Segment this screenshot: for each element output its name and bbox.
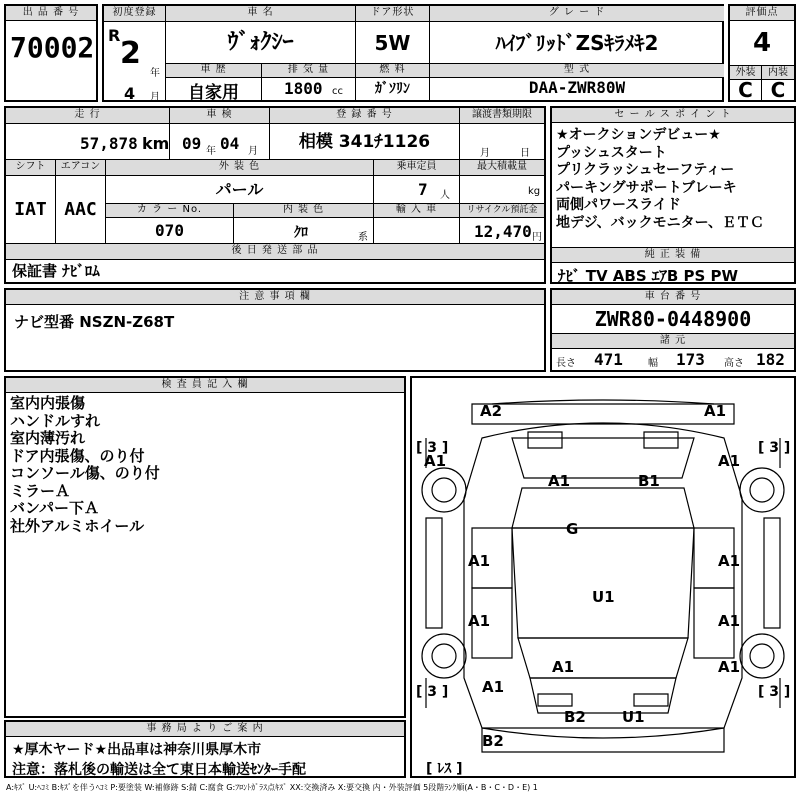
inspection-year: 09: [182, 134, 202, 153]
int-color: ｸﾛ: [294, 225, 308, 241]
details-box: [4, 106, 546, 284]
history-label: 車 歴: [166, 64, 262, 78]
plate: 相模 341ﾁ1126: [270, 124, 460, 160]
model-label: 型 式: [430, 64, 724, 78]
capacity-label: 乗車定員: [374, 160, 460, 176]
inspector-item: 室内薄汚れ: [10, 429, 86, 447]
displacement: 1800: [284, 79, 323, 98]
fuel: ｶﾞｿﾘﾝ: [356, 78, 430, 100]
office-box: [4, 720, 406, 778]
capacity-unit: 人: [440, 190, 450, 201]
inspector-label: 検 査 員 記 入 欄: [6, 378, 404, 393]
tire-tread-bracket: [ 3 ]: [416, 684, 449, 700]
sales-point-item: 両側パワースライド: [556, 197, 681, 213]
damage-mark: A1: [718, 612, 741, 630]
sales-points-list: [552, 123, 794, 248]
mileage-unit: km: [142, 134, 170, 153]
int-grade: C: [770, 80, 786, 100]
lot-no: 70002: [10, 31, 95, 64]
damage-mark: B2: [564, 708, 586, 726]
car-name-label: 車 名: [166, 6, 356, 22]
door: 5W: [356, 22, 430, 64]
capacity: 7: [418, 180, 428, 199]
inspector-item: 室内内張傷: [10, 394, 86, 412]
inspection-month: 04: [220, 134, 240, 153]
damage-mark: A1: [468, 552, 491, 570]
equipment: ﾅﾋﾞ TV ABS ｴｱB PS PW: [558, 267, 739, 285]
damage-mark: A1: [718, 552, 741, 570]
equipment-label: 純 正 装 備: [552, 248, 794, 263]
notes-label: 注 意 事 項 欄: [6, 290, 544, 305]
score-box: [728, 4, 796, 102]
inspector-list: [6, 393, 404, 537]
sent-parts: 保証書 ﾅﾋﾞﾛﾑ: [12, 262, 100, 280]
lot-box: [4, 4, 98, 102]
sales-point-item: 地デジ、バックモニター、ＥＴＣ: [556, 214, 765, 231]
transfer-cell: [460, 124, 544, 160]
history: 自家用: [166, 78, 262, 100]
first-reg-cell: [104, 22, 166, 100]
legend: A:ｷｽﾞ U:ﾍｺﾐ B:ｷｽﾞを伴うﾍｺﾐ P:要塗装 W:補修跡 S:錆 C:腐食 G:ﾌﾛﾝﾄｶﾞﾗｽ点ｷｽﾞ XX:交換済み X:要交換 内・外装評価 5段階ﾗﾝｸ順(A・B・C・D・E) 1: [6, 783, 538, 792]
damage-mark: A1: [704, 402, 727, 420]
damage-diagram-box: [410, 376, 796, 778]
damage-mark: A1: [468, 612, 491, 630]
transfer-day-unit: 日: [520, 148, 530, 159]
tire-tread-bracket: [ 3 ]: [416, 440, 449, 456]
damage-mark: A1: [424, 452, 447, 470]
sales-point-item: プリクラッシュセーフティー: [556, 162, 735, 178]
mileage: 57,878: [80, 134, 138, 153]
tire-tread-bracket: [ 3 ]: [758, 440, 791, 456]
ac-label: エアコン: [56, 160, 106, 176]
car-name: ｳﾞｫｸｼｰ: [166, 22, 356, 64]
sales-points-box: [550, 106, 796, 284]
inspector-item: ミラーＡ: [10, 481, 71, 500]
spec-label: 諸 元: [552, 334, 794, 349]
sent-label: 後 日 発 送 部 品: [6, 244, 544, 260]
inspection-label: 車 検: [170, 108, 270, 124]
notes: ナビ型番 NSZN-Z68T: [14, 313, 175, 331]
capacity-cell: [374, 176, 460, 204]
era: R: [108, 26, 121, 45]
mileage-cell: [6, 124, 170, 160]
color: パール: [106, 176, 374, 204]
width-label: 幅: [648, 358, 658, 369]
plate-label: 登 録 番 号: [270, 108, 460, 124]
ext-int-cells: [730, 66, 794, 100]
month-unit: 月: [150, 92, 160, 100]
spare-tire-label: [ ﾚｽ ]: [426, 761, 463, 777]
sales-points-label: セ ー ル ス ポ イ ン ト: [552, 108, 794, 123]
year-unit: 年: [150, 68, 160, 79]
color-no-label: カ ラ ー No.: [106, 204, 234, 218]
sales-point-item: プッシュスタート: [556, 144, 667, 161]
int-color-unit: 系: [358, 232, 368, 243]
office-line-2: 注意：落札後の輸送は全て東日本輸送ｾﾝﾀｰ手配: [12, 762, 306, 778]
grade: ﾊｲﾌﾞﾘｯﾄﾞZSｷﾗﾒｷ2: [430, 22, 724, 64]
inspector-item: 社外アルミホイール: [10, 516, 145, 535]
fuel-label: 燃 料: [356, 64, 430, 78]
damage-mark: B2: [482, 732, 504, 750]
int-color-label: 内 装 色: [234, 204, 374, 218]
ext-grade: C: [730, 80, 762, 100]
score: 4: [730, 21, 794, 66]
notes-box: [4, 288, 546, 372]
ac: AAC: [56, 176, 106, 244]
width: 173: [676, 350, 705, 369]
transfer-label: 譲渡書類期限: [460, 108, 544, 124]
inspector-item: コンソール傷、のり付: [10, 464, 160, 482]
int-color-cell: [234, 218, 374, 244]
length-label: 長さ: [556, 358, 576, 369]
ext-label: 外装: [730, 66, 762, 80]
int-label: 内装: [762, 66, 794, 80]
displacement-unit: cc: [332, 86, 343, 97]
inspector-box: [4, 376, 406, 718]
reg-month: 4: [124, 84, 136, 100]
inspection-cell: [170, 124, 270, 160]
shift: IAT: [6, 176, 56, 244]
damage-mark: B1: [638, 472, 660, 490]
recycle-cell: [460, 218, 544, 244]
import-label: 輸 入 車: [374, 204, 460, 218]
damage-mark: A1: [548, 472, 571, 490]
reg-year: 2: [120, 36, 141, 71]
sales-point-item: パーキングサポートブレーキ: [556, 179, 737, 196]
car-outline-diagram: [412, 378, 794, 776]
mileage-label: 走 行: [6, 108, 170, 124]
car-info-box: [102, 4, 724, 102]
chassis-number: ZWR80-0448900: [552, 305, 794, 334]
chassis-box: [550, 288, 796, 372]
sales-point-item: ★オークションデビュー★: [556, 127, 721, 143]
tire-tread-bracket: [ 3 ]: [758, 684, 791, 700]
displacement-cell: [262, 78, 356, 100]
damage-mark: A2: [480, 402, 503, 420]
inspection-year-unit: 年: [206, 146, 216, 157]
height-label: 高さ: [724, 358, 744, 369]
inspection-month-unit: 月: [248, 146, 258, 157]
score-label: 評価点: [730, 6, 794, 21]
displacement-label: 排 気 量: [262, 64, 356, 78]
lot-no-label: 出 品 番 号: [6, 6, 96, 21]
damage-mark: U1: [592, 588, 615, 606]
damage-mark: G: [566, 520, 579, 538]
transfer-month-unit: 月: [480, 148, 490, 159]
color-label: 外 装 色: [106, 160, 374, 176]
recycle-unit: 円: [532, 232, 542, 243]
damage-mark: A1: [718, 452, 741, 470]
recycle-label: リサイクル預託金: [460, 204, 544, 218]
load-cell: [460, 176, 544, 204]
office-label: 事 務 局 よ り ご 案 内: [6, 722, 404, 737]
office-line-1: ★厚木ヤード★出品車は神奈川県厚木市: [12, 742, 262, 758]
grade-label: グ レ ー ド: [430, 6, 724, 22]
spec-row: [552, 349, 794, 369]
import-value: [374, 218, 460, 244]
recycle: 12,470: [474, 222, 532, 241]
door-label: ドア形状: [356, 6, 430, 22]
inspector-item: バンパー下Ａ: [10, 499, 99, 517]
height: 182: [756, 350, 785, 369]
damage-mark: A1: [718, 658, 741, 676]
inspector-item: ドア内張傷、のり付: [10, 446, 145, 465]
load-label: 最大積載量: [460, 160, 544, 176]
length: 471: [594, 350, 623, 369]
shift-label: シフト: [6, 160, 56, 176]
color-no: 070: [106, 218, 234, 244]
inspector-item: ハンドルすれ: [10, 411, 101, 430]
damage-mark: U1: [622, 708, 645, 726]
damage-mark: A1: [552, 658, 575, 676]
model: DAA-ZWR80W: [528, 78, 626, 97]
damage-mark: A1: [482, 678, 505, 696]
first-reg-label: 初度登録: [104, 6, 166, 22]
load-unit: kg: [528, 186, 541, 197]
chassis-label: 車 台 番 号: [552, 290, 794, 305]
